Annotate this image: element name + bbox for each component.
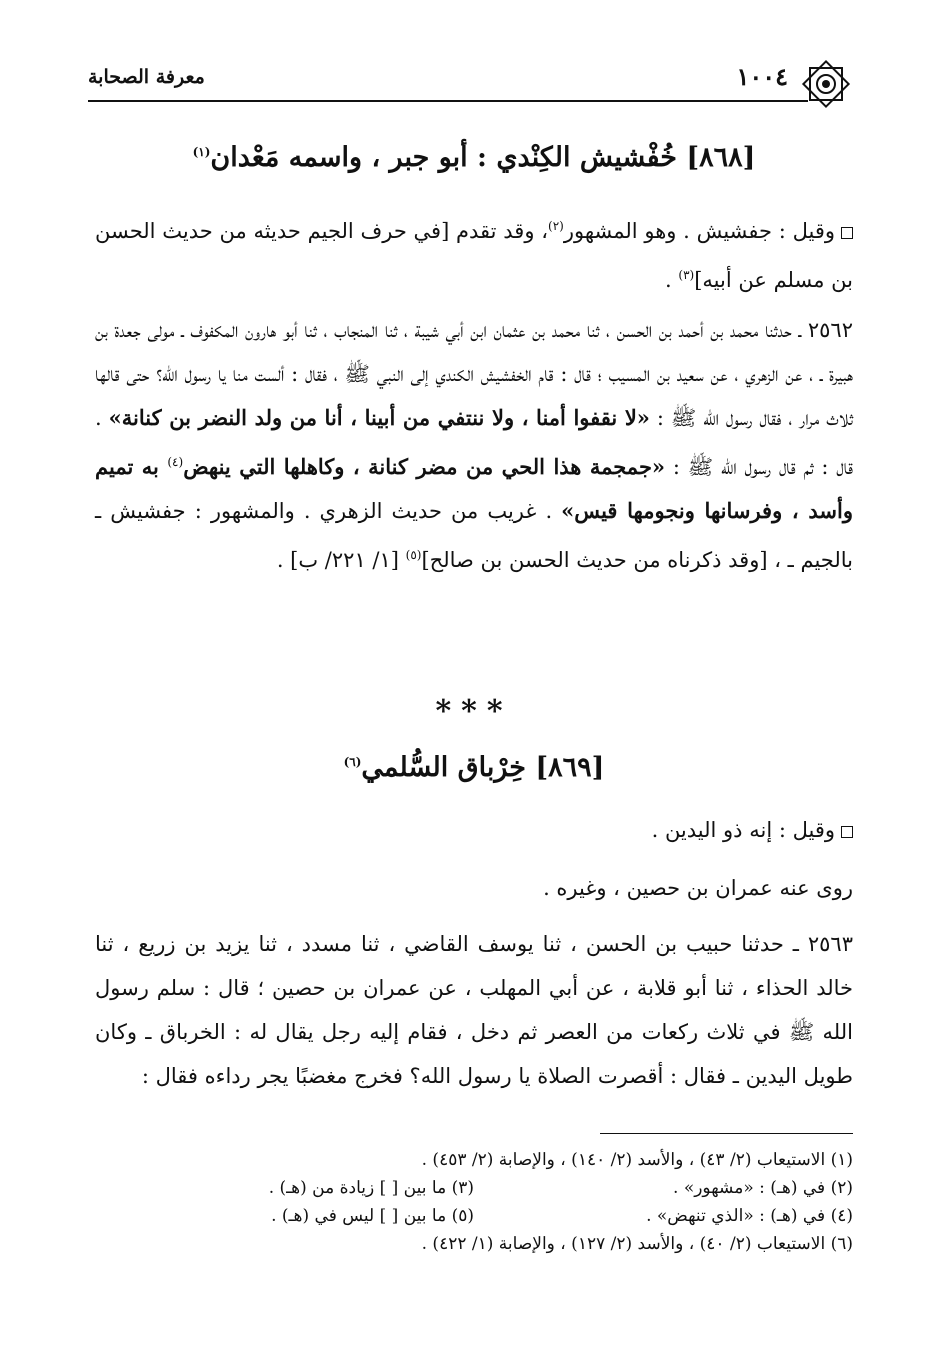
hadith-2562-quote-2-cont: به تميم وأسد ، وفرسانها ونجومها قيس» [95,454,853,523]
entry-868-intro-end: . [665,268,679,292]
entry-869-heading [95,752,853,783]
entry-869-intro-text: وقيل : إنه ذو اليدين . [651,818,835,842]
entry-868-intro-text: وقيل : جفشيش . وهو المشهور [563,219,835,243]
entry-869-narrators: روى عنه عمران بن حصين ، وغيره . [543,876,853,900]
footnote-rule [600,1133,853,1134]
hadith-2563: ٢٥٦٣ ـ حدثنا حبيب بن الحسن ، ثنا يوسف القاضي ، ثنا مسدد ، ثنا يزيد بن زريع ، ثنا خالد الحذاء ، ثنا أبو قلابة ، عن أبي المهلب ، عن عمران بن حصين ؛ قال : سلم رسول الله ﷺ في ثلاث ركعات من العصر ثم دخل ، فقام إليه رجل يقال له : الخرباق ـ وكان طويل اليدين ـ فقال : أقصرت الصلاة يا رسول الله؟ فخرج مغضبًا يجر رداءه فقال : [95,932,853,1088]
square-bullet-icon [841,826,853,838]
footnote-3: (٣) ما بين [ ] زيادة من (هـ) . [268,1178,474,1198]
page-number: ١٠٠٤ [736,62,788,91]
entry-868-intro-cont: ، وقد تقدم [في حرف الجيم حديثه من حديث الحسن بن مسلم عن أبيه] [95,219,853,292]
entry-868-heading [95,142,853,173]
entry-868-intro [95,204,853,302]
hadith-2562-quote-2: «جمجمة هذا الحي من مضر كنانة ، وكاهلها التي ينهض [183,454,666,479]
entry-868-heading-text: [٨٦٨] خُفْشيش الكِنْدي : أبو جبر ، واسمه مَعْدان [210,142,756,173]
hadith-2562-part-f: . غريب من حديث الزهري . والمشهور : جفشيش ـ بالجيم ـ ، [وقد ذكرناه من حديث الحسن بن صالح] [95,499,853,572]
footnote-5: (٥) ما بين [ ] ليس في (هـ) . [271,1206,474,1226]
octagram-ornament-icon [800,58,852,110]
section-separator: *** [435,694,513,729]
hadith-2562-part-c: . قال : ثم قال رسول الله ﷺ : [95,406,853,479]
square-bullet-icon [841,227,853,239]
footnote-ref-5: (٥) [405,548,422,562]
footnote-ref-3: (٣) [678,268,695,282]
footnote-1: (١) الاستيعاب (٢/ ٤٣) ، والأسد (٢/ ١٤٠) ، والإصابة (٢/ ٤٥٣) . [421,1150,853,1170]
hadith-2562-quote-1: «لا نقفوا أمنا ، ولا ننتفي من أبينا ، أنا من ولد النضر بن كنانة» [108,405,650,430]
entry-869-heading-text: [٨٦٩] خِرْباق السُّلمي [361,752,605,783]
book-title: معرفة الصحابة [88,66,205,88]
header-rule [88,100,808,102]
footnote-2: (٢) في (هـ) : «مشهور» . [673,1178,853,1198]
footnote-4: (٤) في (هـ) : «الذي تنهض» . [646,1206,853,1226]
footnote-ref-1: (١) [192,145,211,159]
footnotes [95,1146,853,1258]
hadith-2562 [95,308,853,582]
footnote-ref-6: (٦) [343,755,362,769]
entry-869-intro [250,808,853,852]
hadith-2562-part-a: ٢٥٦٢ ـ حدثنا محمد بن أحمد بن الحسن ، ثنا محمد بن عثمان ابن أبي شيبة ، ثنا المنجاب ، ثنا أبو هارون المكفوف ـ مولى جعدة بن هبيرة ـ ، عن الزهري ، عن سعيد بن المسيب ؛ قال : قام الخفشيش الكندي إلى النبي ﷺ ، فقال : ألست منا يا رسول الله؟ حتى قالها ثلاث مرار ، فقال رسول الله ﷺ : [95,318,853,430]
footnote-ref-2: (٢) [548,219,564,233]
footnote-ref-4: (٤) [167,455,184,469]
footnote-6: (٦) الاستيعاب (٢/ ٤٠) ، والأسد (٢/ ١٢٧) ، والإصابة (١/ ٤٢٢) . [421,1234,853,1254]
hadith-2562-part-g: [١/ ٢٢١/ ب] . [276,548,406,572]
